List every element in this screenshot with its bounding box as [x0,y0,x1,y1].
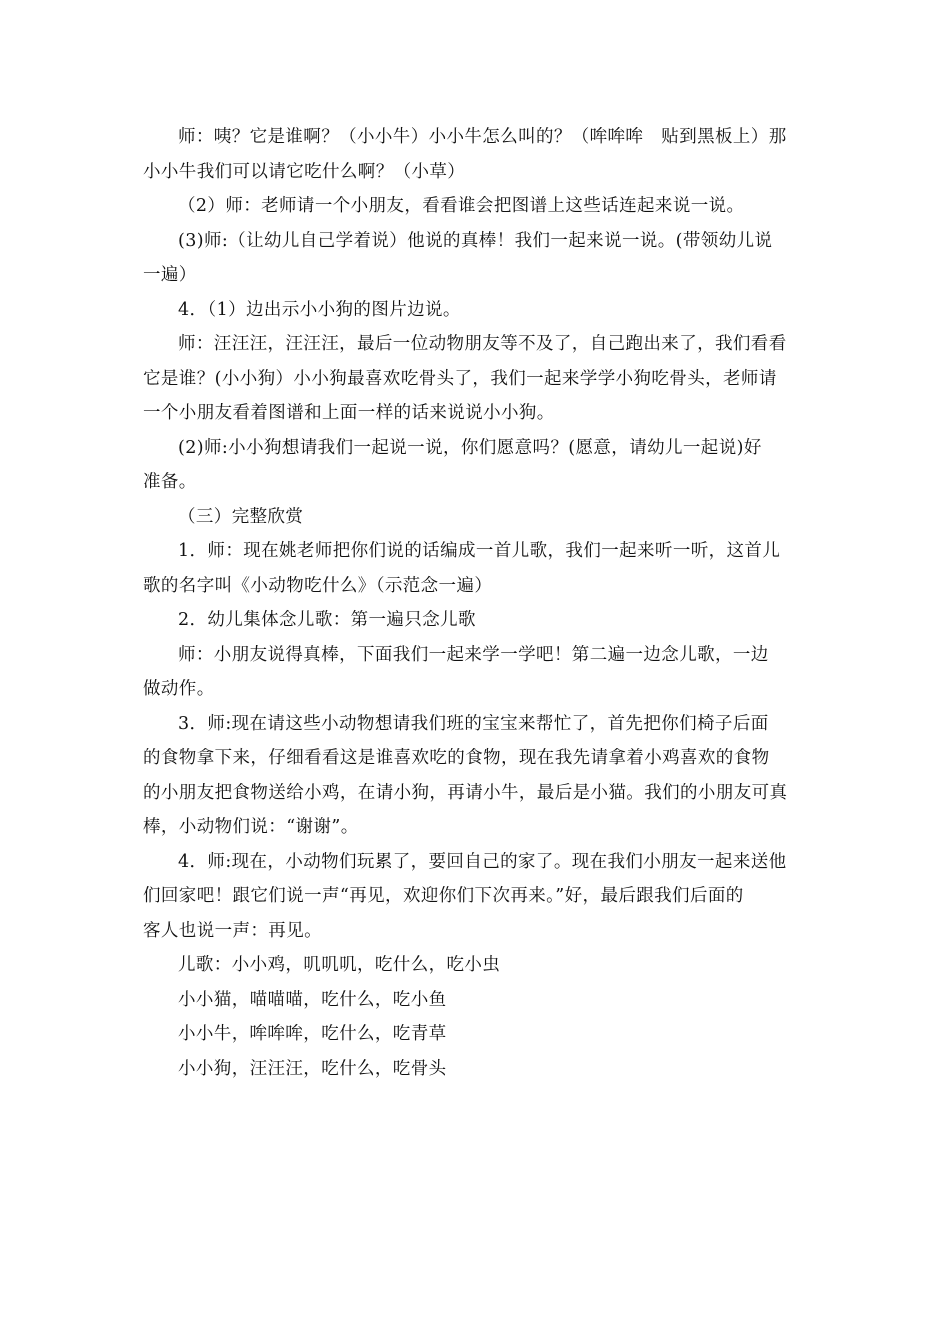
rhyme-line-1 [143,948,810,983]
paragraph-show-dog [143,293,810,328]
rhyme-line-3 [143,1017,810,1052]
paragraph-step-2 [143,603,810,638]
paragraph-dog-invite [143,431,810,500]
text-line: 们回家吧！跟它们说一声“再见，欢迎你们下次再来。”好，最后跟我们后面的 [143,886,744,906]
paragraph-step-4 [143,845,810,949]
text-line: 做动作。 [143,679,215,699]
paragraph-connect-words [143,189,810,224]
text-line: 师：小朋友说得真棒，下面我们一起来学一学吧！第二遍一边念儿歌，一边 [178,644,769,665]
text-line: 师：汪汪汪，汪汪汪，最后一位动物朋友等不及了，自己跑出来了，我们看看 [178,334,787,354]
rhyme-line-4 [143,1052,810,1087]
text-line: 小小猫，喵喵喵，吃什么，吃小鱼 [178,989,447,1010]
text-line: 一遍） [143,265,197,285]
text-line: 小小牛我们可以请它吃什么啊？（小草） [143,161,466,182]
paragraph-step-3 [143,707,810,845]
document-body [143,120,810,1086]
text-line: （2）师：老师请一个小朋友，看看谁会把图谱上这些话连起来说一说。 [178,196,745,216]
paragraph-say-together [143,224,810,293]
paragraph-cow-question [143,120,810,189]
text-line: （三）完整欣赏 [178,506,304,527]
text-line: (3)师:（让幼儿自己学着说）他说的真棒！我们一起来说一说。(带领幼儿说 [178,230,773,251]
text-line: 小小牛，哞哞哞，吃什么，吃青草 [178,1024,447,1044]
text-line: 一个小朋友看着图谱和上面一样的话来说说小小狗。 [143,403,555,423]
text-line: 2．幼儿集体念儿歌：第一遍只念儿歌 [178,610,476,630]
text-line: (2)师:小小狗想请我们一起说一说，你们愿意吗？(愿意，请幼儿一起说)好 [178,437,762,458]
section-heading-appreciation [143,500,810,535]
text-line: 客人也说一声：再见。 [143,920,322,941]
text-line: 小小狗，汪汪汪，吃什么，吃骨头 [178,1058,447,1079]
text-line: 歌的名字叫《小动物吃什么》（示范念一遍） [143,575,493,596]
text-line: 棒，小动物们说：“谢谢”。 [143,817,359,837]
rhyme-line-2 [143,983,810,1018]
text-line: 1．师：现在姚老师把你们说的话编成一首儿歌，我们一起来听一听，这首儿 [178,541,781,561]
text-line: 4．（1）边出示小小狗的图片边说。 [178,299,461,320]
text-line: 儿歌：小小鸡，叽叽叽，吃什么，吃小虫 [178,955,501,975]
text-line: 3．师:现在请这些小动物想请我们班的宝宝来帮忙了，首先把你们椅子后面 [178,713,769,734]
text-line: 师：咦？它是谁啊？（小小牛）小小牛怎么叫的？（哞哞哞 贴到黑板上）那 [178,127,787,147]
paragraph-dog-intro [143,327,810,431]
text-line: 的小朋友把食物送给小鸡，在请小狗，再请小牛，最后是小猫。我们的小朋友可真 [143,782,788,803]
text-line: 它是谁？(小小狗）小小狗最喜欢吃骨头了，我们一起来学学小狗吃骨头，老师请 [143,368,777,389]
text-line: 的食物拿下来，仔细看看这是谁喜欢吃的食物，现在我先请拿着小鸡喜欢的食物 [143,748,770,768]
text-line: 4．师:现在，小动物们玩累了，要回自己的家了。现在我们小朋友一起来送他 [178,851,787,872]
paragraph-step-1 [143,534,810,603]
text-line: 准备。 [143,472,197,492]
paragraph-second-round [143,638,810,707]
